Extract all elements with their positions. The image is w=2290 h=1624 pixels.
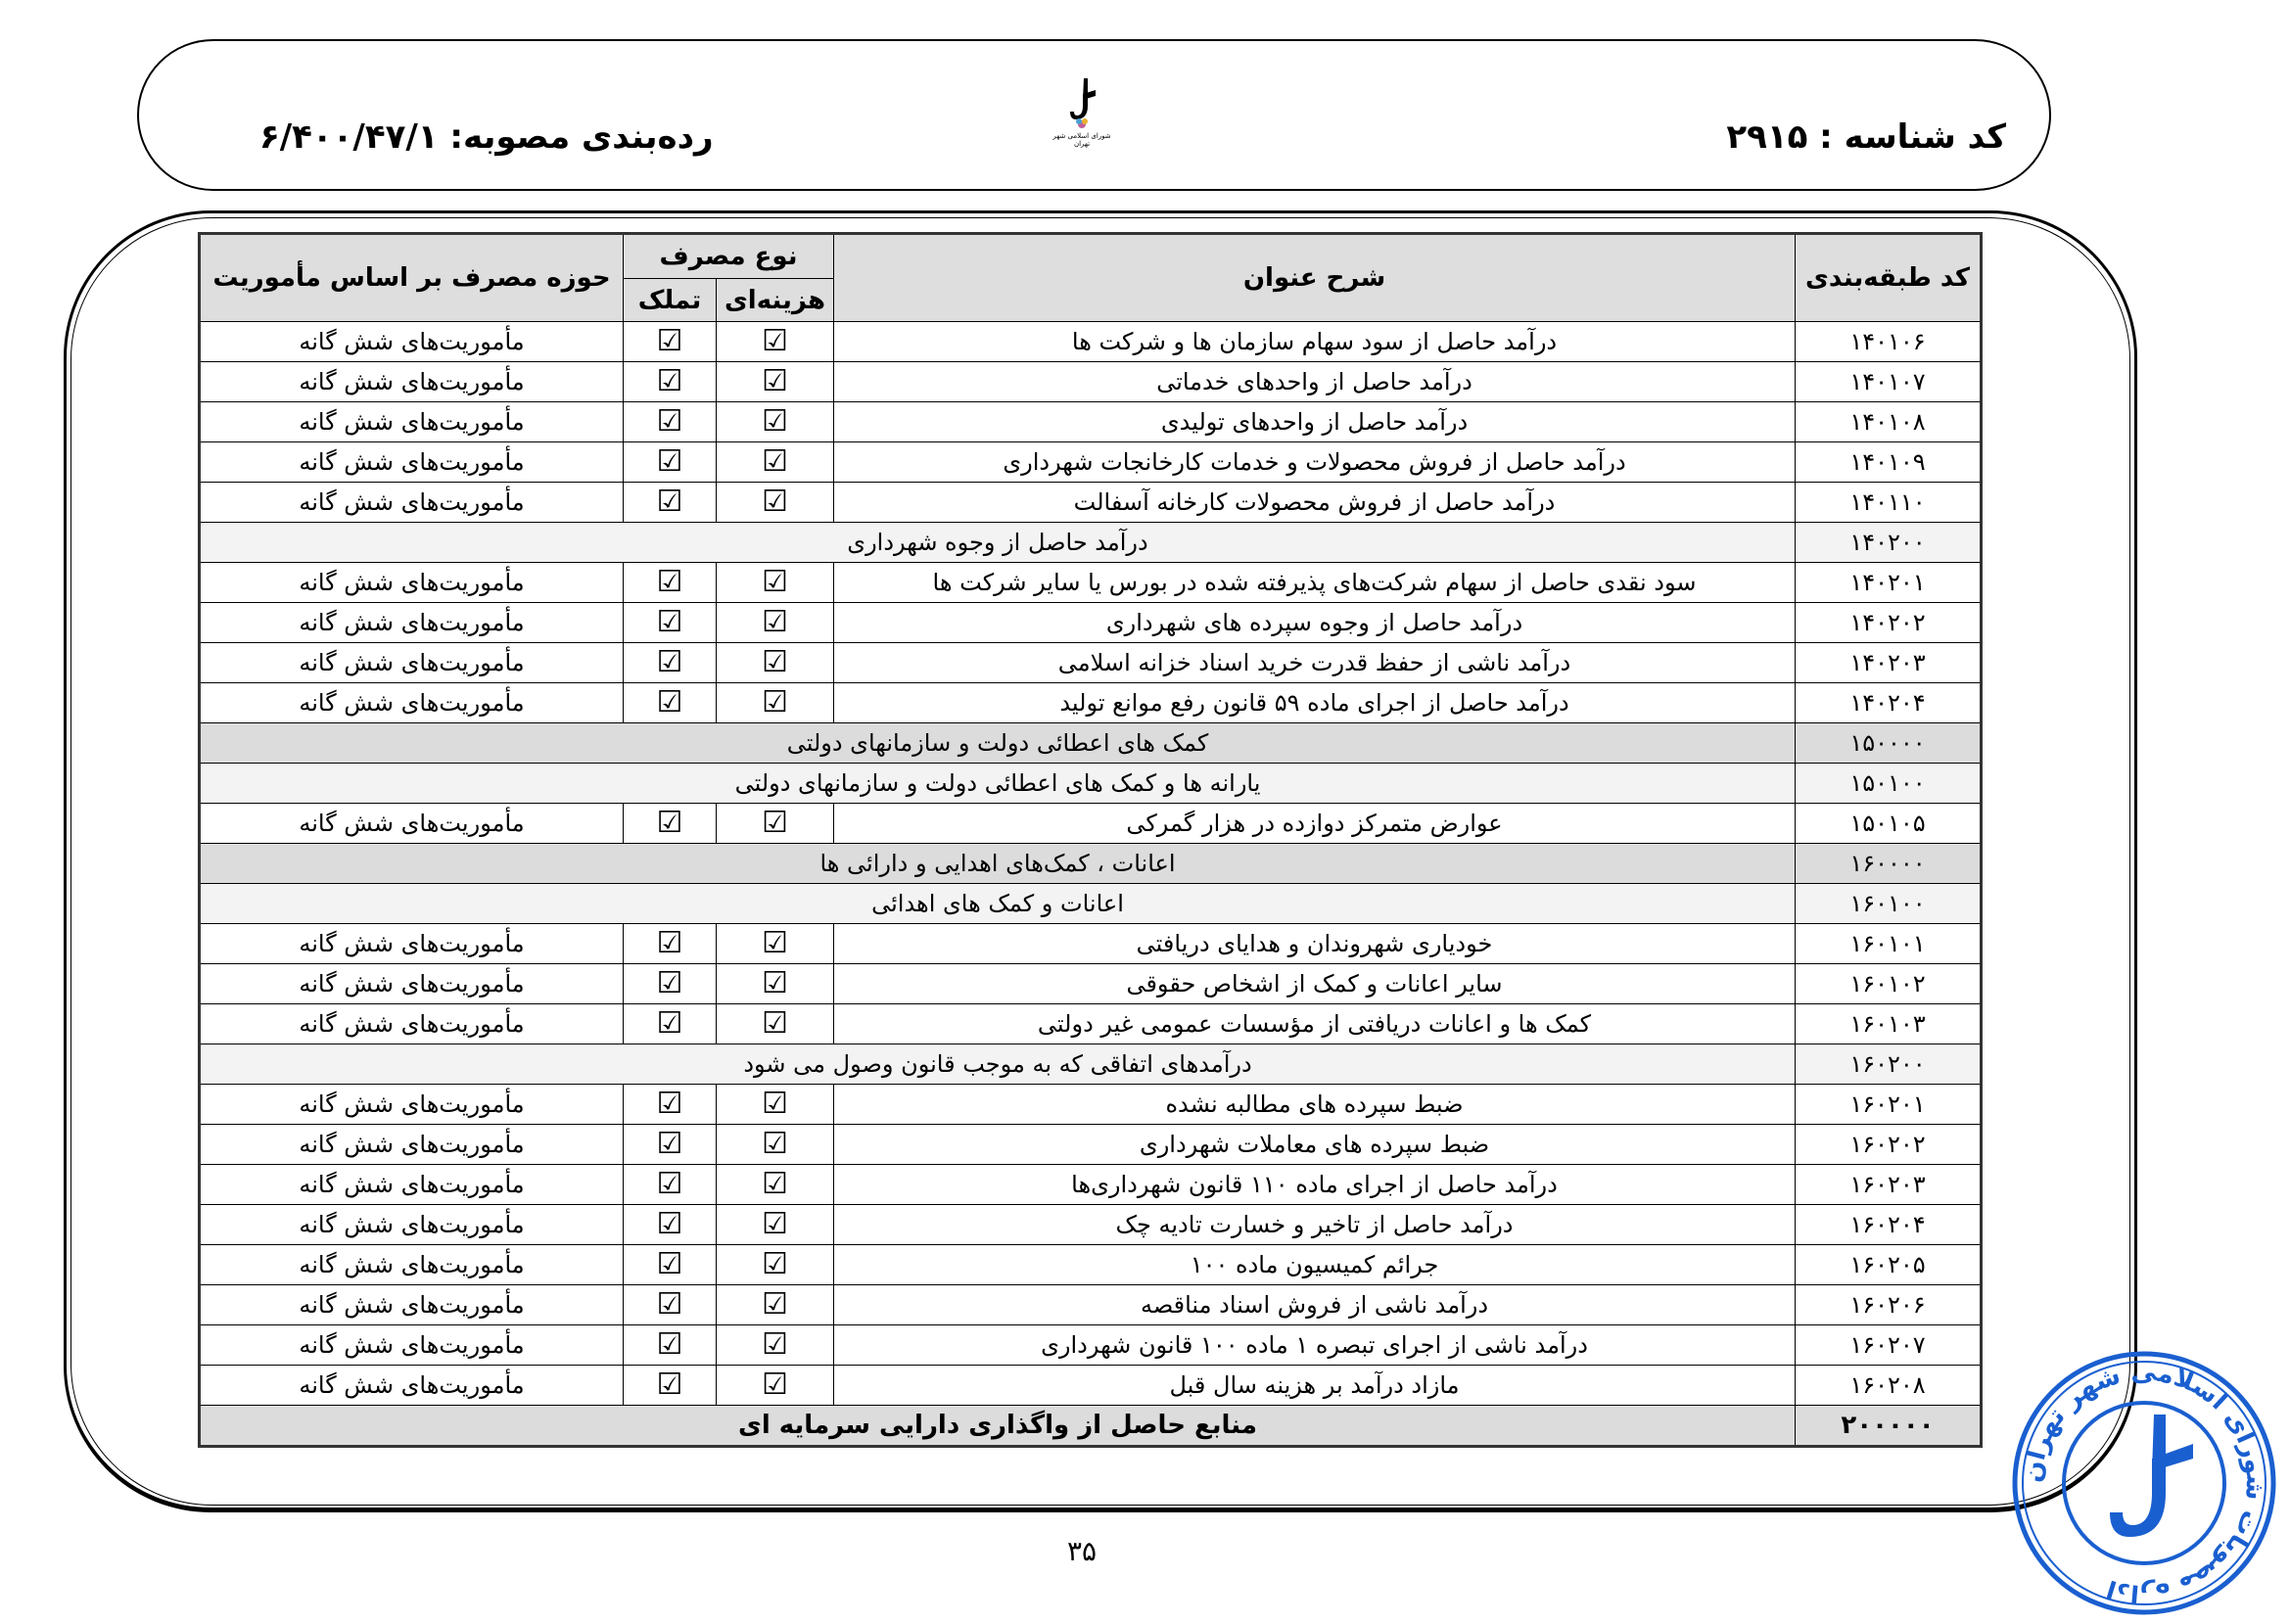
acquisition-checkbox-icon: ☑ bbox=[624, 603, 717, 643]
table-row bbox=[200, 764, 1982, 804]
header-usage-type: نوع مصرف bbox=[624, 234, 834, 279]
row-title: درآمد حاصل از وجوه سپرده های شهرداری bbox=[834, 603, 1796, 643]
row-area: مأموریت‌های شش گانه bbox=[200, 1125, 624, 1165]
table-row bbox=[200, 563, 1982, 603]
acquisition-checkbox-icon: ☑ bbox=[624, 362, 717, 402]
expense-checkbox-icon: ☑ bbox=[717, 1004, 834, 1044]
acquisition-checkbox-icon: ☑ bbox=[624, 683, 717, 723]
table-row bbox=[200, 1125, 1982, 1165]
header-code: کد طبقه‌بندی bbox=[1796, 234, 1982, 322]
row-title: مازاد درآمد بر هزینه سال قبل bbox=[834, 1366, 1796, 1406]
row-area: مأموریت‌های شش گانه bbox=[200, 1285, 624, 1325]
row-title: عوارض متمرکز دوازده در هزار گمرکی bbox=[834, 804, 1796, 844]
row-code: ۱۶۰۲۰۲ bbox=[1796, 1125, 1982, 1165]
acquisition-checkbox-icon: ☑ bbox=[624, 1285, 717, 1325]
table-row bbox=[200, 1085, 1982, 1125]
acquisition-checkbox-icon: ☑ bbox=[624, 442, 717, 483]
table-row bbox=[200, 1366, 1982, 1406]
expense-checkbox-icon: ☑ bbox=[717, 1245, 834, 1285]
table-row bbox=[200, 844, 1982, 884]
row-code: ۱۶۰۲۰۸ bbox=[1796, 1366, 1982, 1406]
row-area: مأموریت‌های شش گانه bbox=[200, 1004, 624, 1044]
row-code: ۱۴۰۱۰۹ bbox=[1796, 442, 1982, 483]
row-group-title: درآمد حاصل از وجوه شهرداری bbox=[200, 523, 1796, 563]
table-row bbox=[200, 1004, 1982, 1044]
row-code: ۱۶۰۱۰۰ bbox=[1796, 884, 1982, 924]
acquisition-checkbox-icon: ☑ bbox=[624, 924, 717, 964]
row-area: مأموریت‌های شش گانه bbox=[200, 483, 624, 523]
row-code: ۱۶۰۲۰۱ bbox=[1796, 1085, 1982, 1125]
row-code: ۲۰۰۰۰۰ bbox=[1796, 1406, 1982, 1447]
row-code: ۱۴۰۲۰۰ bbox=[1796, 523, 1982, 563]
row-title: خودیاری شهروندان و هدایای دریافتی bbox=[834, 924, 1796, 964]
header-area: حوزه مصرف بر اساس مأموریت bbox=[200, 234, 624, 322]
row-area: مأموریت‌های شش گانه bbox=[200, 924, 624, 964]
acquisition-checkbox-icon: ☑ bbox=[624, 1085, 717, 1125]
table-row bbox=[200, 1205, 1982, 1245]
document-code: کد شناسه : ۲۹۱۵ bbox=[1726, 117, 2006, 157]
table-row bbox=[200, 924, 1982, 964]
row-code: ۱۴۰۲۰۴ bbox=[1796, 683, 1982, 723]
row-area: مأموریت‌های شش گانه bbox=[200, 1085, 624, 1125]
expense-checkbox-icon: ☑ bbox=[717, 1165, 834, 1205]
expense-checkbox-icon: ☑ bbox=[717, 1205, 834, 1245]
table-row bbox=[200, 1285, 1982, 1325]
svg-text:اداره مصوبات شورای اسلامی شهر: اداره مصوبات شورای اسلامی شهر تهران bbox=[2018, 1357, 2270, 1609]
header-expense: هزینه‌ای bbox=[717, 279, 834, 322]
table-row bbox=[200, 1044, 1982, 1085]
table-row bbox=[200, 884, 1982, 924]
row-area: مأموریت‌های شش گانه bbox=[200, 442, 624, 483]
row-code: ۱۴۰۱۰۸ bbox=[1796, 402, 1982, 442]
logo-icon bbox=[1062, 76, 1101, 130]
expense-checkbox-icon: ☑ bbox=[717, 1366, 834, 1406]
table-row bbox=[200, 723, 1982, 764]
table-row bbox=[200, 402, 1982, 442]
acquisition-checkbox-icon: ☑ bbox=[624, 1325, 717, 1366]
row-code: ۱۴۰۲۰۱ bbox=[1796, 563, 1982, 603]
expense-checkbox-icon: ☑ bbox=[717, 964, 834, 1004]
row-code: ۱۶۰۲۰۳ bbox=[1796, 1165, 1982, 1205]
acquisition-checkbox-icon: ☑ bbox=[624, 563, 717, 603]
row-area: مأموریت‌های شش گانه bbox=[200, 402, 624, 442]
acquisition-checkbox-icon: ☑ bbox=[624, 1165, 717, 1205]
table-row bbox=[200, 683, 1982, 723]
expense-checkbox-icon: ☑ bbox=[717, 924, 834, 964]
row-area: مأموریت‌های شش گانه bbox=[200, 804, 624, 844]
expense-checkbox-icon: ☑ bbox=[717, 1085, 834, 1125]
expense-checkbox-icon: ☑ bbox=[717, 362, 834, 402]
row-code: ۱۵۰۰۰۰ bbox=[1796, 723, 1982, 764]
row-group-title: یارانه ها و کمک های اعطائی دولت و سازمانهای دولتی bbox=[200, 764, 1796, 804]
acquisition-checkbox-icon: ☑ bbox=[624, 804, 717, 844]
row-title: درآمد حاصل از اجرای ماده ۱۱۰ قانون شهرداری‌ها bbox=[834, 1165, 1796, 1205]
row-area: مأموریت‌های شش گانه bbox=[200, 643, 624, 683]
row-code: ۱۶۰۰۰۰ bbox=[1796, 844, 1982, 884]
row-area: مأموریت‌های شش گانه bbox=[200, 322, 624, 362]
expense-checkbox-icon: ☑ bbox=[717, 1325, 834, 1366]
row-title: درآمد حاصل از فروش محصولات و خدمات کارخانجات شهرداری bbox=[834, 442, 1796, 483]
acquisition-checkbox-icon: ☑ bbox=[624, 1205, 717, 1245]
row-code: ۱۶۰۲۰۴ bbox=[1796, 1205, 1982, 1245]
table-row bbox=[200, 603, 1982, 643]
acquisition-checkbox-icon: ☑ bbox=[624, 643, 717, 683]
row-title: درآمد حاصل از تاخیر و خسارت تادیه چک bbox=[834, 1205, 1796, 1245]
acquisition-checkbox-icon: ☑ bbox=[624, 402, 717, 442]
header-acquisition: تملک bbox=[624, 279, 717, 322]
expense-checkbox-icon: ☑ bbox=[717, 442, 834, 483]
row-title: ضبط سپرده های مطالبه نشده bbox=[834, 1085, 1796, 1125]
row-code: ۱۶۰۱۰۲ bbox=[1796, 964, 1982, 1004]
classification-table bbox=[198, 232, 1983, 1448]
table-row bbox=[200, 442, 1982, 483]
table-row bbox=[200, 1245, 1982, 1285]
row-code: ۱۴۰۲۰۳ bbox=[1796, 643, 1982, 683]
row-code: ۱۶۰۲۰۰ bbox=[1796, 1044, 1982, 1085]
row-title: درآمد ناشی از حفظ قدرت خرید اسناد خزانه اسلامی bbox=[834, 643, 1796, 683]
expense-checkbox-icon: ☑ bbox=[717, 1285, 834, 1325]
expense-checkbox-icon: ☑ bbox=[717, 402, 834, 442]
expense-checkbox-icon: ☑ bbox=[717, 322, 834, 362]
acquisition-checkbox-icon: ☑ bbox=[624, 1245, 717, 1285]
row-group-title: اعانات و کمک های اهدائی bbox=[200, 884, 1796, 924]
expense-checkbox-icon: ☑ bbox=[717, 683, 834, 723]
expense-checkbox-icon: ☑ bbox=[717, 643, 834, 683]
row-title: سایر اعانات و کمک از اشخاص حقوقی bbox=[834, 964, 1796, 1004]
table-row bbox=[200, 1325, 1982, 1366]
row-title: درآمد حاصل از واحدهای خدماتی bbox=[834, 362, 1796, 402]
row-code: ۱۶۰۲۰۵ bbox=[1796, 1245, 1982, 1285]
acquisition-checkbox-icon: ☑ bbox=[624, 964, 717, 1004]
expense-checkbox-icon: ☑ bbox=[717, 563, 834, 603]
row-area: مأموریت‌های شش گانه bbox=[200, 1325, 624, 1366]
table-row bbox=[200, 643, 1982, 683]
row-area: مأموریت‌های شش گانه bbox=[200, 1245, 624, 1285]
row-code: ۱۵۰۱۰۵ bbox=[1796, 804, 1982, 844]
row-title: درآمد حاصل از فروش محصولات کارخانه آسفالت bbox=[834, 483, 1796, 523]
table-row bbox=[200, 362, 1982, 402]
row-code: ۱۶۰۲۰۶ bbox=[1796, 1285, 1982, 1325]
row-title: درآمد حاصل از واحدهای تولیدی bbox=[834, 402, 1796, 442]
row-code: ۱۴۰۱۰۶ bbox=[1796, 322, 1982, 362]
row-area: مأموریت‌های شش گانه bbox=[200, 683, 624, 723]
table-row bbox=[200, 964, 1982, 1004]
logo-text: شورای اسلامی شهر تهران bbox=[1052, 132, 1111, 148]
row-group-title: درآمدهای اتفاقی که به موجب قانون وصول می شود bbox=[200, 1044, 1796, 1085]
table-row bbox=[200, 1406, 1982, 1447]
row-code: ۱۴۰۱۰۷ bbox=[1796, 362, 1982, 402]
classification-code: رده‌بندی مصوبه: ۶/۴۰۰/۴۷/۱ bbox=[259, 117, 714, 157]
row-group-title: کمک های اعطائی دولت و سازمانهای دولتی bbox=[200, 723, 1796, 764]
row-code: ۱۶۰۱۰۱ bbox=[1796, 924, 1982, 964]
table-row bbox=[200, 1165, 1982, 1205]
acquisition-checkbox-icon: ☑ bbox=[624, 1125, 717, 1165]
expense-checkbox-icon: ☑ bbox=[717, 804, 834, 844]
row-code: ۱۴۰۲۰۲ bbox=[1796, 603, 1982, 643]
header-title: شرح عنوان bbox=[834, 234, 1796, 322]
acquisition-checkbox-icon: ☑ bbox=[624, 322, 717, 362]
row-code: ۱۴۰۱۱۰ bbox=[1796, 483, 1982, 523]
row-title: درآمد حاصل از سود سهام سازمان ها و شرکت ها bbox=[834, 322, 1796, 362]
row-area: مأموریت‌های شش گانه bbox=[200, 1165, 624, 1205]
row-title: سود نقدی حاصل از سهام شرکت‌های پذیرفته شده در بورس یا سایر شرکت ها bbox=[834, 563, 1796, 603]
row-title: جرائم کمیسیون ماده ۱۰۰ bbox=[834, 1245, 1796, 1285]
row-area: مأموریت‌های شش گانه bbox=[200, 1366, 624, 1406]
row-area: مأموریت‌های شش گانه bbox=[200, 964, 624, 1004]
expense-checkbox-icon: ☑ bbox=[717, 603, 834, 643]
stamp-seal-icon bbox=[2007, 1346, 2281, 1620]
acquisition-checkbox-icon: ☑ bbox=[624, 1004, 717, 1044]
row-area: مأموریت‌های شش گانه bbox=[200, 362, 624, 402]
row-title: درآمد ناشی از اجرای تبصره ۱ ماده ۱۰۰ قانون شهرداری bbox=[834, 1325, 1796, 1366]
table-row bbox=[200, 483, 1982, 523]
row-code: ۱۵۰۱۰۰ bbox=[1796, 764, 1982, 804]
row-title: درآمد حاصل از اجرای ماده ۵۹ قانون رفع موانع تولید bbox=[834, 683, 1796, 723]
expense-checkbox-icon: ☑ bbox=[717, 1125, 834, 1165]
row-title: کمک ها و اعانات دریافتی از مؤسسات عمومی غیر دولتی bbox=[834, 1004, 1796, 1044]
row-title: درآمد ناشی از فروش اسناد مناقصه bbox=[834, 1285, 1796, 1325]
table-row bbox=[200, 804, 1982, 844]
page-number: ۳۵ bbox=[1067, 1535, 1098, 1567]
row-code: ۱۶۰۱۰۳ bbox=[1796, 1004, 1982, 1044]
row-code: ۱۶۰۲۰۷ bbox=[1796, 1325, 1982, 1366]
row-group-title: منابع حاصل از واگذاری دارایی سرمایه ای bbox=[200, 1406, 1796, 1447]
expense-checkbox-icon: ☑ bbox=[717, 483, 834, 523]
row-area: مأموریت‌های شش گانه bbox=[200, 1205, 624, 1245]
row-area: مأموریت‌های شش گانه bbox=[200, 603, 624, 643]
row-area: مأموریت‌های شش گانه bbox=[200, 563, 624, 603]
acquisition-checkbox-icon: ☑ bbox=[624, 483, 717, 523]
official-stamp bbox=[2007, 1346, 2281, 1624]
council-logo bbox=[1048, 76, 1116, 155]
table-row bbox=[200, 322, 1982, 362]
row-title: ضبط سپرده های معاملات شهرداری bbox=[834, 1125, 1796, 1165]
table-row bbox=[200, 523, 1982, 563]
acquisition-checkbox-icon: ☑ bbox=[624, 1366, 717, 1406]
row-group-title: اعانات ، کمک‌های اهدایی و دارائی ها bbox=[200, 844, 1796, 884]
